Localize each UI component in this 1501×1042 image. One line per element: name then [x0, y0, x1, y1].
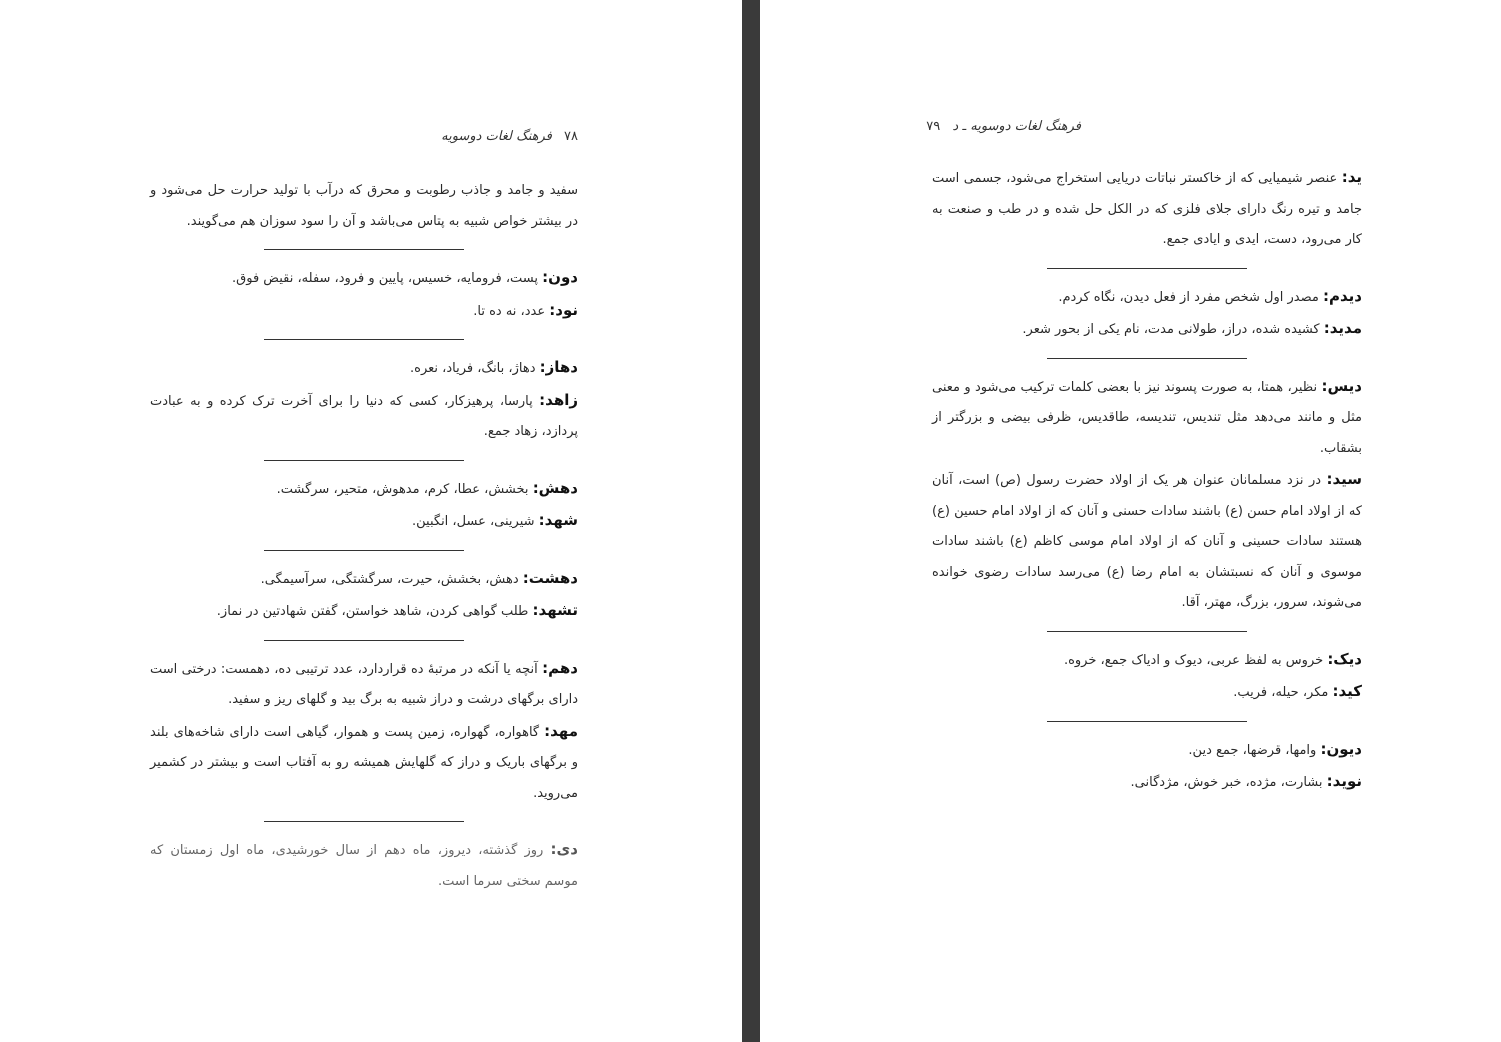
separator — [264, 339, 464, 340]
entry-mahd — [150, 716, 578, 810]
entry-word: دهش: — [532, 478, 578, 497]
entry-dik — [932, 644, 1362, 677]
entry-definition: در نزد مسلمانان عنوان هر یک از اولاد حضرت رسول (ص) است، آنان که از اولاد امام حسن (ع) باشند سادات حسنی و آنان که از اولاد امام حسین (ع) هستند سادات حسینی و آنان که از اولاد امام موسی کاظم (ع) باشند سادات موسوی و آنان که نسبتشان به امام رضا (ع) می‌رسد سادات رضوی خوانده می‌شوند، سرور، بزرگ، مهتر، آقا. — [932, 473, 1362, 610]
entry-definition: شیرینی، عسل، انگبین. — [412, 514, 535, 529]
intro-paragraph: سفید و جامد و جاذب رطوبت و محرق که درآب با تولید حرارت حل می‌شود و در بیشتر خواص شبیه به پتاس می‌باشد و آن را سود سوزان هم می‌گویند. — [150, 183, 578, 229]
left-page — [0, 0, 742, 1042]
entry-definition: روز گذشته، دیروز، ماه دهم از سال خورشیدی، ماه اول زمستان که موسم سختی سرما است. — [150, 843, 578, 889]
entry-definition: مصدر اول شخص مفرد از فعل دیدن، نگاه کردم. — [1058, 289, 1319, 305]
entry-definition: عدد، نه ده تا. — [473, 303, 546, 319]
entry-word: دهشت: — [522, 568, 578, 587]
entry-word: دیون: — [1320, 739, 1362, 758]
separator — [264, 460, 464, 461]
entry-dey — [150, 834, 578, 897]
entry-dahshat — [150, 563, 578, 596]
entry-definition: گاهواره، گهواره، زمین پست و هموار، گیاهی است دارای شاخه‌های بلند و برگهای باریک و دراز که گلهایش همیشه رو به آفتاب است و بیشتر در کشمیر می‌روید. — [150, 724, 578, 801]
entry-didam — [932, 281, 1362, 314]
left-page-header-title: فرهنگ لغات دوسویه — [441, 129, 552, 144]
right-page-header-title: فرهنگ لغات دوسویه ـ د — [952, 119, 1081, 134]
entry-word: کید: — [1332, 682, 1362, 700]
entry-word: دیدم: — [1323, 286, 1362, 305]
entry-definition: مکر، حیله، فریب. — [1233, 685, 1329, 700]
entry-word: زاهد: — [539, 390, 578, 409]
entry-word: تشهد: — [532, 601, 578, 619]
entry-definition: آنچه یا آنکه در مرتبهٔ ده قراردارد، عدد ترتیبی ده، دهمست: درختی است دارای برگهای درشت و دراز شبیه به برگ بید و گلهای ریز و سفید. — [150, 661, 578, 707]
separator — [264, 550, 464, 551]
separator — [264, 821, 464, 822]
entry-dis — [932, 371, 1362, 465]
separator — [264, 640, 464, 641]
entry-definition: عنصر شیمیایی که از خاکستر نباتات دریایی استخراج می‌شود، جسمی است جامد و تیره رنگ دارای جلای فلزی که در الکل حل شده و در طب و صنعت به کار می‌رود، دست، ایدی و ایادی جمع. — [932, 171, 1362, 247]
entry-dahaz — [150, 352, 578, 385]
entry-word: دیک: — [1327, 649, 1362, 668]
entry-shahd — [150, 505, 578, 538]
entry-madid — [932, 313, 1362, 346]
entry-definition: پست، فرومایه، خسیس، پایین و فرود، سفله، نقیض فوق. — [232, 271, 539, 286]
entry-yad — [932, 162, 1362, 256]
entry-word: شهد: — [538, 511, 578, 529]
entry-nood — [150, 295, 578, 328]
entry-definition: وامها، قرضها، جمع دین. — [1188, 742, 1317, 758]
entry-definition: دهاژ، بانگ، فریاد، نعره. — [410, 361, 536, 376]
separator — [264, 249, 464, 250]
entry-seyyed — [932, 464, 1362, 619]
entry-word: دهاز: — [539, 358, 578, 376]
entry-dahom — [150, 653, 578, 716]
entry-definition: طلب گواهی کردن، شاهد خواستن، گفتن شهادتین در نماز. — [216, 604, 529, 619]
entry-word: مدید: — [1323, 319, 1362, 337]
entry-word: نود: — [549, 300, 578, 319]
entry-zahed — [150, 385, 578, 448]
entry-navid — [932, 766, 1362, 799]
entry-definition: خروس به لفظ عربی، دیوک و ادیاک جمع، خروه. — [1063, 652, 1324, 668]
entry-word: دیس: — [1321, 376, 1362, 395]
right-page — [760, 0, 1501, 1042]
book-gutter — [742, 0, 760, 1042]
entry-word: سید: — [1326, 470, 1362, 488]
entry-definition: نظیر، همتا، به صورت پسوند نیز با بعضی کلمات ترکیب می‌شود و معنی مثل و مانند می‌دهد مثل تندیس، تندیسه، طاقدیس، ظرفی بیضی و بزرگتر از بشقاب. — [932, 379, 1362, 456]
entry-word: مهد: — [544, 721, 578, 740]
entry-tashahhod — [150, 595, 578, 628]
left-page-number: ۷۸ — [564, 129, 578, 144]
entry-dahesh — [150, 473, 578, 506]
entry-definition: کشیده شده، دراز، طولانی مدت، نام یکی از بحور شعر. — [1022, 322, 1320, 337]
entry-word: دون: — [542, 268, 578, 286]
entry-definition: پارسا، پرهیزکار، کسی که دنیا را برای آخرت ترک کرده و به عبادت پردازد، زهاد جمع. — [150, 393, 578, 439]
separator — [1047, 268, 1247, 269]
entry-definition: بخشش، عطا، کرم، مدهوش، متحیر، سرگشت. — [276, 481, 529, 497]
entry-definition: دهش، بخشش، حیرت، سرگشتگی، سرآسیمگی. — [260, 571, 519, 587]
right-page-number: ۷۹ — [926, 119, 941, 134]
right-page-content — [932, 162, 1362, 799]
entry-definition: بشارت، مژده، خبر خوش، مژدگانی. — [1130, 775, 1323, 790]
entry-word: دی: — [550, 840, 578, 858]
entry-doon — [150, 262, 578, 295]
separator — [1047, 631, 1247, 632]
entry-word: نوید: — [1326, 772, 1362, 790]
entry-word: ید: — [1341, 168, 1362, 186]
separator — [1047, 721, 1247, 722]
entry-keyd — [932, 676, 1362, 709]
entry-doyun — [932, 734, 1362, 767]
left-page-content — [150, 176, 578, 897]
right-page-header — [926, 119, 1081, 134]
left-page-header — [441, 129, 578, 144]
separator — [1047, 358, 1247, 359]
entry-word: دهم: — [542, 658, 578, 677]
